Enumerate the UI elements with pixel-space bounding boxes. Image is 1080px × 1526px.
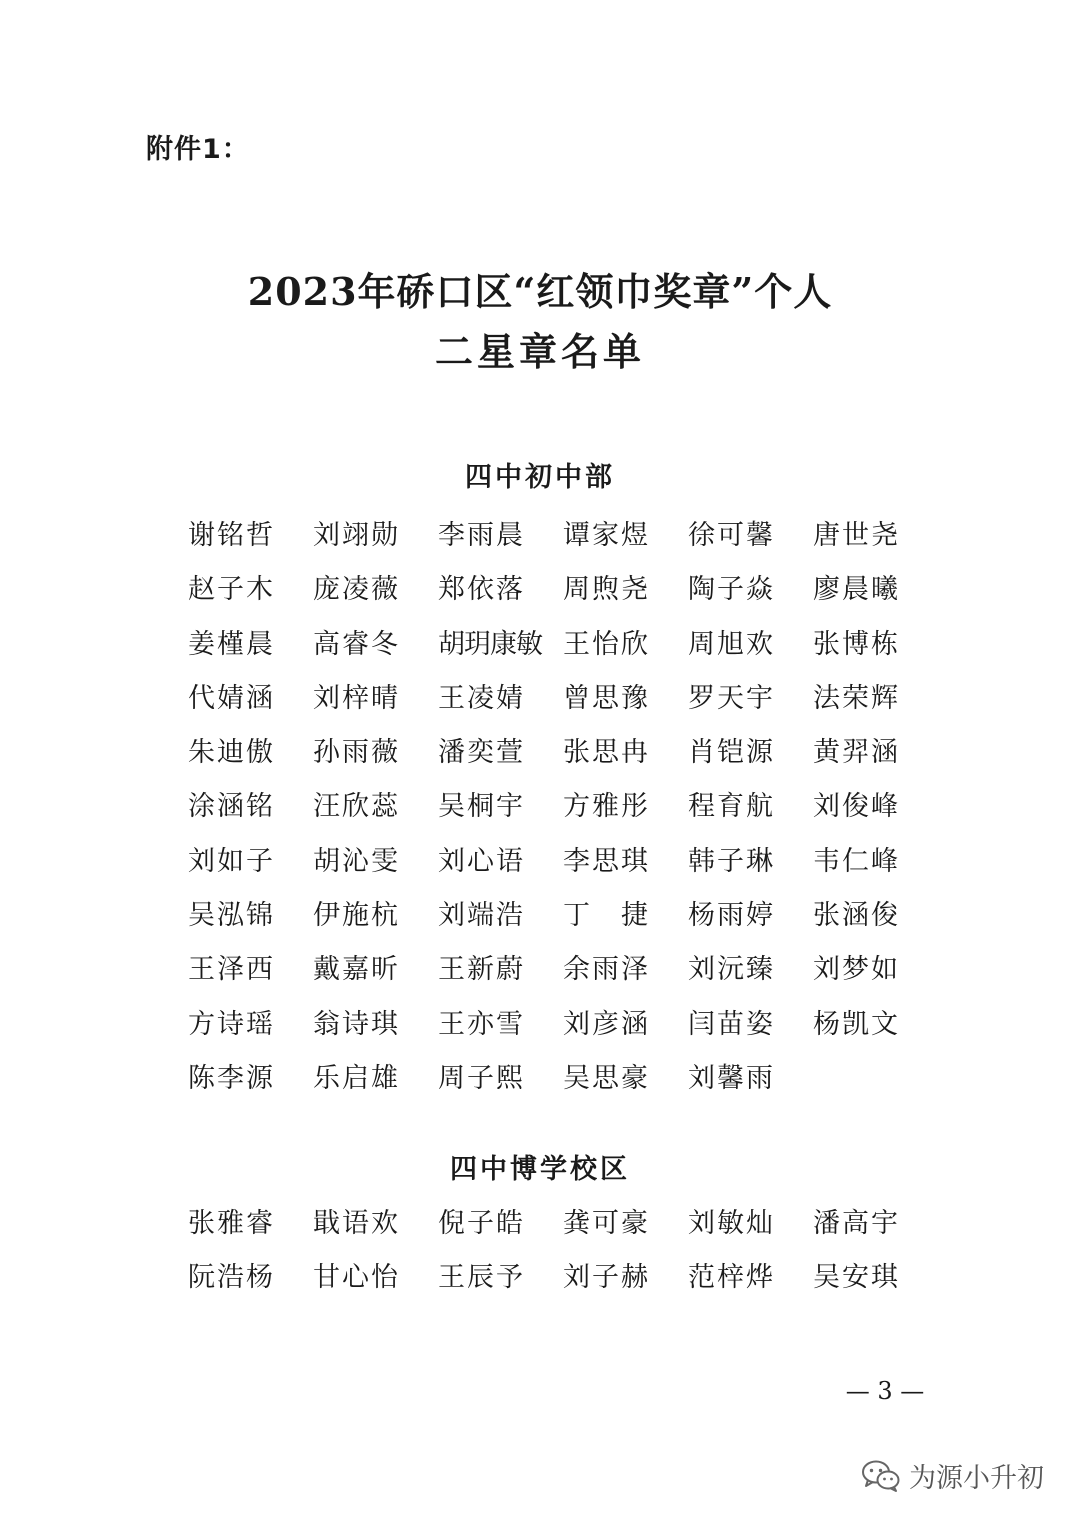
student-name: 郑依落 [438, 574, 525, 606]
student-name: 潘奕萱 [438, 737, 525, 769]
student-name: 倪子皓 [438, 1208, 525, 1239]
document-title-line-2: 二星章名单 [434, 329, 645, 374]
wechat-icon [861, 1459, 901, 1493]
student-name: 刘敏灿 [688, 1208, 775, 1239]
student-name: 刘馨雨 [688, 1062, 775, 1094]
student-name: 王辰予 [438, 1262, 525, 1294]
student-name: 龚可豪 [563, 1208, 650, 1239]
student-name: 王泽西 [188, 954, 275, 986]
student-name: 胡沁雯 [313, 845, 400, 877]
student-name: 方诗瑶 [188, 1008, 275, 1040]
name-list-sizhong-junior [188, 518, 938, 1115]
student-name: 方雅彤 [563, 791, 650, 823]
student-name: 王新蔚 [438, 954, 525, 986]
student-name: 丁 捷 [563, 900, 650, 932]
student-name: 刘沅臻 [688, 954, 775, 986]
document-title-line-1: 2023年硚口区“红领巾奖章”个人 [247, 269, 833, 314]
student-name: 刘如子 [188, 845, 275, 877]
student-name: 唐世尧 [813, 520, 900, 551]
student-name: 杨凯文 [813, 1008, 900, 1040]
student-name: 谭家煜 [563, 520, 650, 551]
student-name: 闫苗姿 [688, 1008, 775, 1040]
student-name: 余雨泽 [563, 954, 650, 986]
student-name: 吴泓锦 [188, 900, 275, 932]
student-name: 张思冉 [563, 737, 650, 769]
student-name: 戢语欢 [313, 1208, 400, 1239]
student-name: 李思琪 [563, 845, 650, 877]
student-name: 周旭欢 [688, 628, 775, 660]
student-name: 戴嘉昕 [313, 954, 400, 986]
student-name: 孙雨薇 [313, 737, 400, 769]
student-name: 曾思豫 [563, 682, 650, 714]
section-heading-sizhong-junior: 四中初中部 [465, 462, 615, 493]
student-name: 朱迪傲 [188, 737, 275, 769]
student-name: 胡玥康敏 [438, 628, 542, 660]
page-number: — 3 — [845, 1377, 925, 1405]
student-name: 潘高宇 [813, 1208, 900, 1239]
student-name: 翁诗琪 [313, 1008, 400, 1040]
student-name: 姜槿晨 [188, 628, 275, 660]
student-name: 韩子琳 [688, 845, 775, 877]
student-name: 张雅睿 [188, 1208, 275, 1239]
student-name: 代婧涵 [188, 682, 275, 714]
student-name: 范梓烨 [688, 1262, 775, 1294]
student-name: 刘梦如 [813, 954, 900, 986]
student-name: 甘心怡 [313, 1262, 400, 1294]
student-name: 陈李源 [188, 1062, 275, 1094]
student-name: 谢铭哲 [188, 520, 275, 551]
student-name: 王怡欣 [563, 628, 650, 660]
student-name: 杨雨婷 [688, 900, 775, 932]
student-name: 刘端浩 [438, 900, 525, 932]
student-name: 汪欣蕊 [313, 791, 400, 823]
student-name: 肖铠源 [688, 737, 775, 769]
student-name: 刘梓晴 [313, 682, 400, 714]
student-name: 伊施杭 [313, 900, 400, 932]
student-name: 徐可馨 [688, 520, 775, 551]
student-name: 罗天宇 [688, 682, 775, 714]
student-name: 王凌婧 [438, 682, 525, 714]
student-name: 刘俊峰 [813, 791, 900, 823]
name-list-sizhong-boxue [188, 1206, 938, 1315]
student-name: 韦仁峰 [813, 845, 900, 877]
student-name: 周煦尧 [563, 574, 650, 606]
student-name: 张涵俊 [813, 900, 900, 932]
student-name: 李雨晨 [438, 520, 525, 551]
watermark-text: 为源小升初 [909, 1463, 1044, 1494]
student-name: 刘心语 [438, 845, 525, 877]
student-name: 吴安琪 [813, 1262, 900, 1294]
student-name: 刘彦涵 [563, 1008, 650, 1040]
student-name: 吴桐宇 [438, 791, 525, 823]
attachment-label: 附件1： [146, 134, 250, 165]
student-name: 程育航 [688, 791, 775, 823]
student-name: 王亦雪 [438, 1008, 525, 1040]
student-name: 陶子焱 [688, 574, 775, 606]
student-name: 廖晨曦 [813, 574, 900, 606]
student-name: 吴思豪 [563, 1062, 650, 1094]
student-name: 阮浩杨 [188, 1262, 275, 1294]
student-name: 赵子木 [188, 574, 275, 606]
student-name: 刘翊勋 [313, 520, 400, 551]
student-name: 法荣辉 [813, 682, 900, 714]
student-name: 黄羿涵 [813, 737, 900, 769]
student-name: 乐启雄 [313, 1062, 400, 1094]
student-name: 涂涵铭 [188, 791, 275, 823]
student-name: 刘子赫 [563, 1262, 650, 1294]
student-name: 高睿冬 [313, 628, 400, 660]
student-name: 庞凌薇 [313, 574, 400, 606]
student-name: 张博栋 [813, 628, 900, 660]
student-name: 周子熙 [438, 1062, 525, 1094]
section-heading-sizhong-boxue: 四中博学校区 [450, 1154, 630, 1185]
watermark [861, 1456, 1044, 1495]
